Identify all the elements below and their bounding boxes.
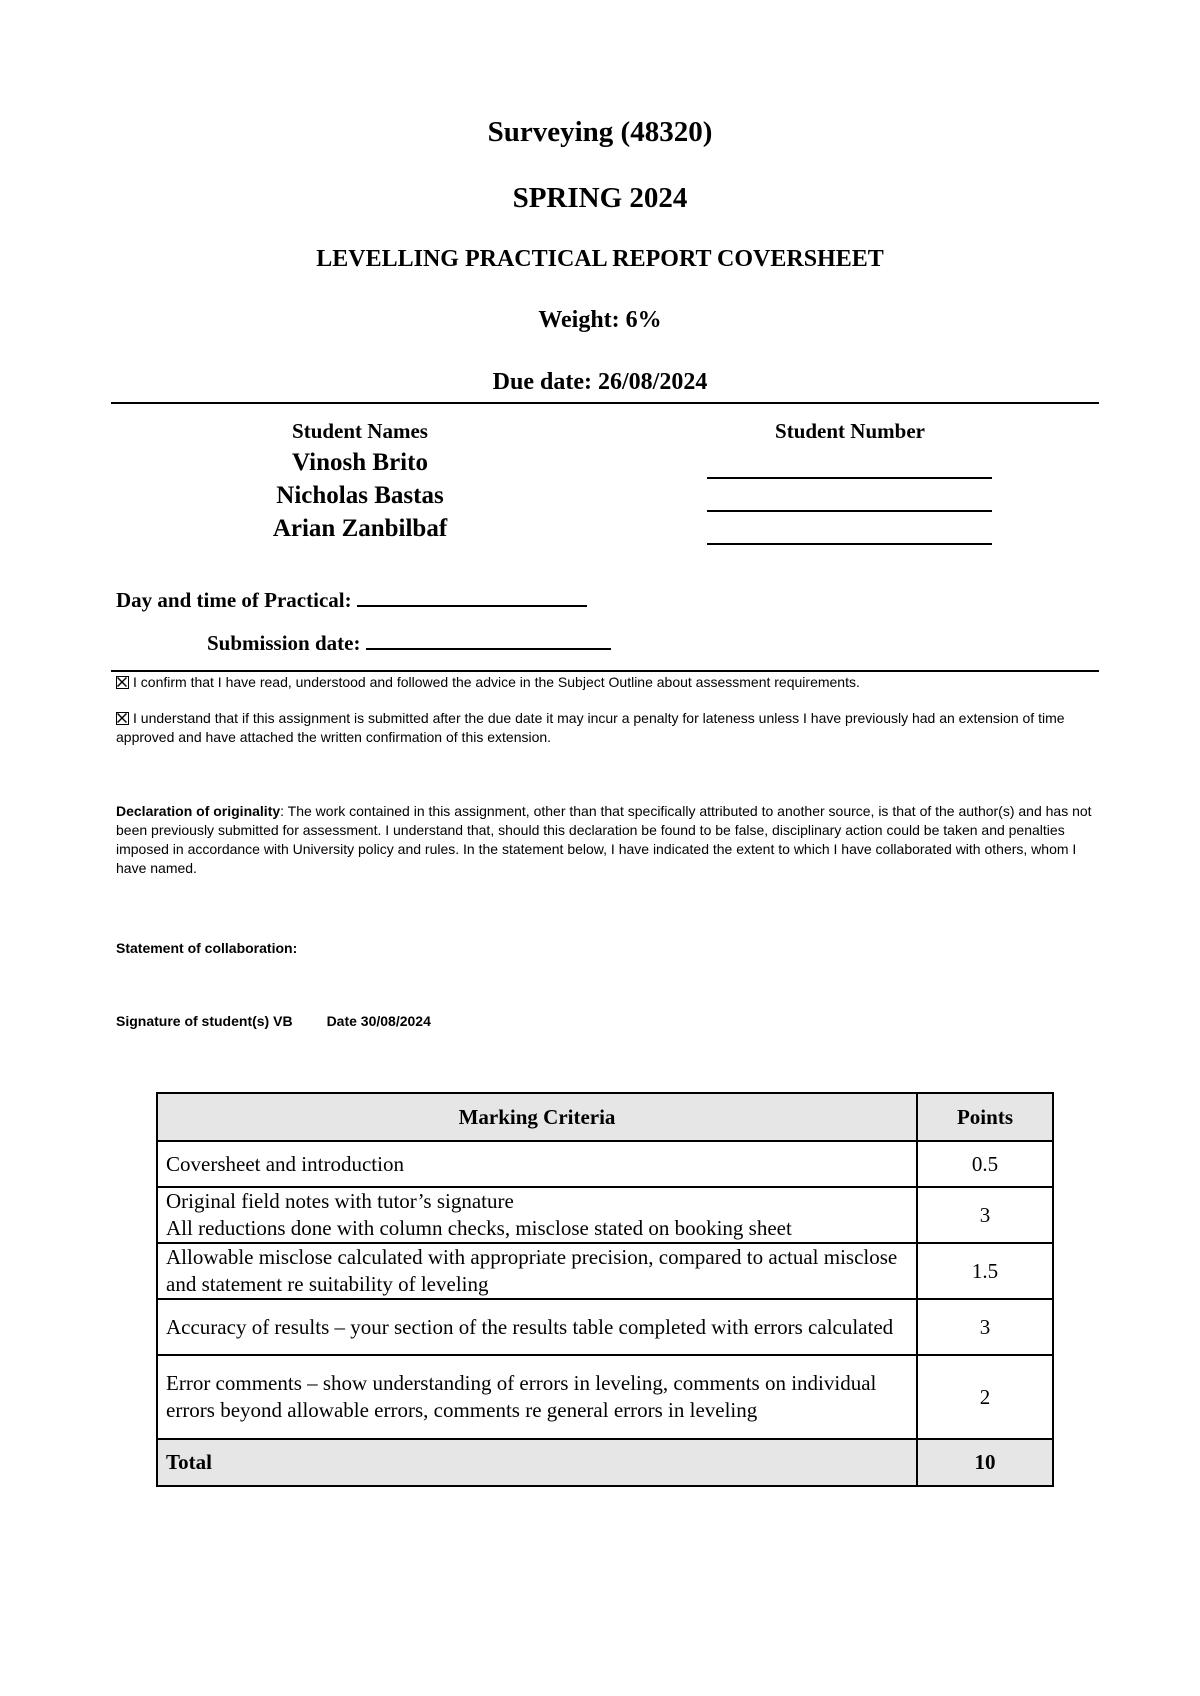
student-name: Nicholas Bastas xyxy=(276,482,444,509)
student-names-heading: Student Names xyxy=(292,419,428,443)
confirmation-text: I confirm that I have read, understood and followed the advice in the Subject Outline about assessment requirements. xyxy=(133,674,860,690)
criteria-text: Error comments – show understanding of errors in leveling, comments on individual errors beyond allowable errors, comments re general errors in leveling xyxy=(166,1371,877,1422)
confirmation-item xyxy=(116,673,1096,692)
table-row xyxy=(157,1243,1053,1299)
student-number-field[interactable] xyxy=(707,479,992,512)
checked-checkbox-icon[interactable] xyxy=(116,676,129,689)
marking-criteria-table xyxy=(156,1092,1054,1487)
practical-time-field[interactable] xyxy=(357,587,587,607)
signature-line xyxy=(116,1012,1096,1031)
collaboration-statement-label: Statement of collaboration: xyxy=(116,940,298,956)
criteria-text: Accuracy of results – your section of the results table completed with errors calculated xyxy=(166,1314,894,1339)
due-date-label: Due date: 26/08/2024 xyxy=(492,369,708,395)
criteria-cell xyxy=(157,1299,917,1355)
signature-date: Date 30/08/2024 xyxy=(326,1013,431,1029)
student-names-list xyxy=(220,446,500,545)
criteria-text: Allowable misclose calculated with appropriate precision, compared to actual misclose and statement re suitability of leveling xyxy=(166,1245,898,1296)
criteria-cell xyxy=(157,1243,917,1299)
session-title: SPRING 2024 xyxy=(512,182,688,214)
submission-date-row xyxy=(207,630,611,656)
table-row xyxy=(157,1299,1053,1355)
total-points: 10 xyxy=(917,1439,1053,1486)
course-title: Surveying (48320) xyxy=(487,116,713,148)
divider xyxy=(111,402,1099,404)
criteria-text: Original field notes with tutor’s signature xyxy=(166,1189,514,1213)
practical-time-label: Day and time of Practical: xyxy=(116,588,352,612)
criteria-text: All reductions done with column checks, misclose stated on booking sheet xyxy=(166,1216,792,1240)
checked-checkbox-icon[interactable] xyxy=(116,712,129,725)
criteria-text: Coversheet and introduction xyxy=(166,1151,404,1176)
practical-time-row xyxy=(116,587,587,613)
confirmation-text: I understand that if this assignment is submitted after the due date it may incur a penalty for lateness unless I have previously had an extension of time approved and have attached the written confirmation of this extension. xyxy=(116,710,1065,745)
total-label: Total xyxy=(157,1439,917,1486)
criteria-cell xyxy=(157,1187,917,1243)
student-number-heading: Student Number xyxy=(775,419,925,443)
student-name: Vinosh Brito xyxy=(292,449,428,476)
table-total-row xyxy=(157,1439,1053,1486)
signature-text: Signature of student(s) VB xyxy=(116,1013,293,1029)
declaration-label: Declaration of originality xyxy=(116,803,281,819)
points-column-header: Points xyxy=(917,1093,1053,1141)
divider xyxy=(111,670,1099,672)
table-row xyxy=(157,1187,1053,1243)
student-name: Arian Zanbilbaf xyxy=(272,515,448,542)
confirmation-item xyxy=(116,709,1096,747)
table-header-row xyxy=(157,1093,1053,1141)
declaration-paragraph xyxy=(116,802,1096,878)
table-row xyxy=(157,1141,1053,1187)
weight-label: Weight: 6% xyxy=(538,307,662,333)
student-number-fields xyxy=(707,446,992,545)
points-cell: 0.5 xyxy=(917,1141,1053,1187)
table-row xyxy=(157,1355,1053,1439)
submission-date-field[interactable] xyxy=(366,630,611,650)
document-title: LEVELLING PRACTICAL REPORT COVERSHEET xyxy=(316,246,884,272)
student-number-field[interactable] xyxy=(707,512,992,545)
points-cell: 3 xyxy=(917,1299,1053,1355)
declaration-text: : The work contained in this assignment, other than that specifically attributed to another source, is that of the author(s) and has not been previously submitted for assessment. I understand that, should this declaration be found to be false, disciplinary action could be taken and penalties imposed in accordance with University policy and rules. In the statement below, I have indicated the extent to which I have collaborated with others, whom I have named. xyxy=(116,803,1092,876)
points-cell: 2 xyxy=(917,1355,1053,1439)
submission-date-label: Submission date: xyxy=(207,631,361,655)
criteria-cell xyxy=(157,1355,917,1439)
points-cell: 3 xyxy=(917,1187,1053,1243)
student-number-field[interactable] xyxy=(707,446,992,479)
points-cell: 1.5 xyxy=(917,1243,1053,1299)
criteria-column-header: Marking Criteria xyxy=(157,1093,917,1141)
criteria-cell xyxy=(157,1141,917,1187)
